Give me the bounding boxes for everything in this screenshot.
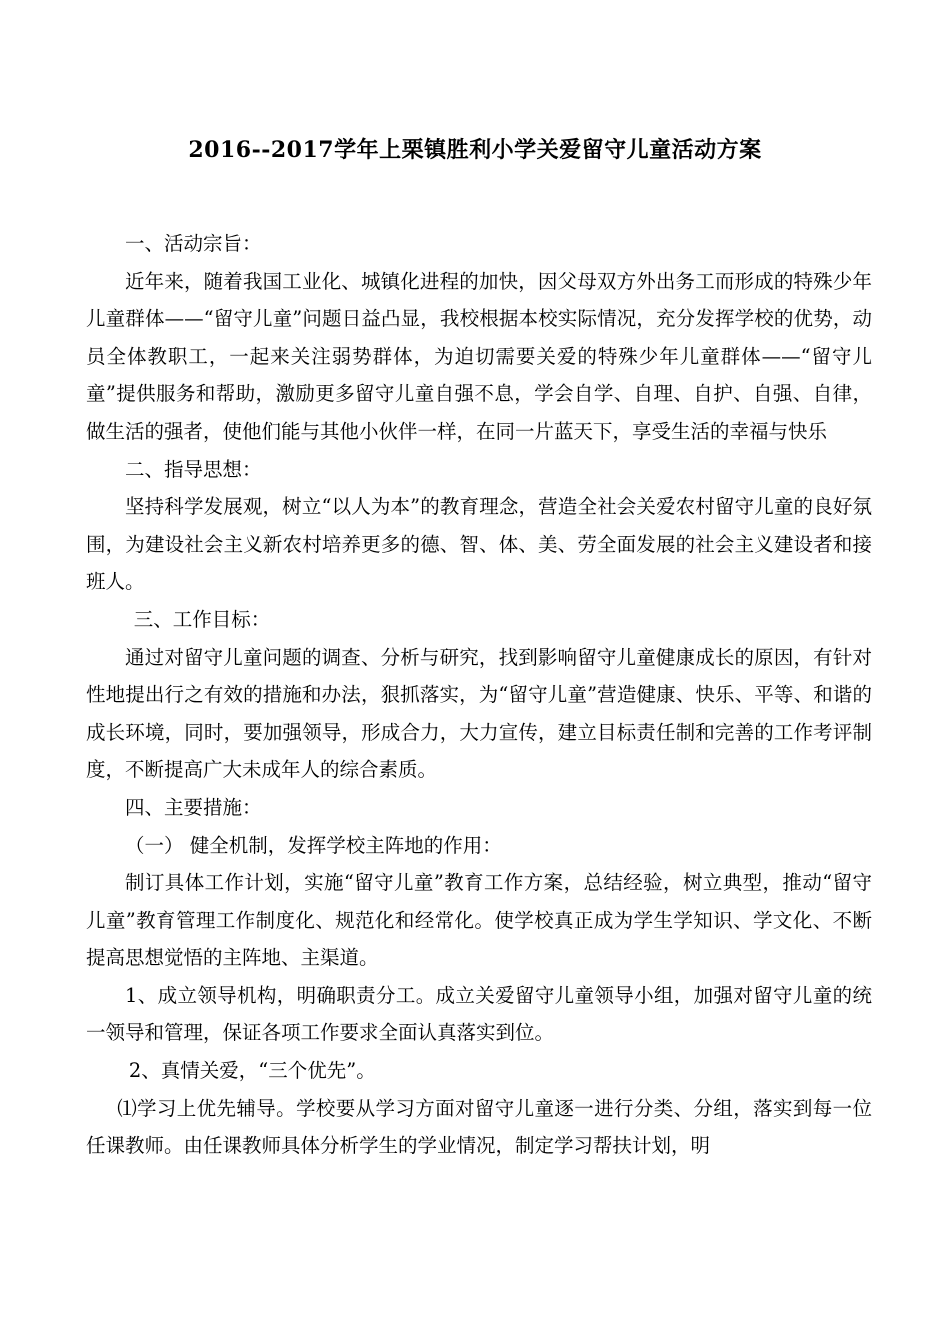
- section-heading-guiding-thought: 二、指导思想：: [125, 457, 262, 481]
- paragraph-purpose: 近年来，随着我国工业化、城镇化进程的加快，因父母双方外出务工而形成的特殊少年儿童群体——“留守儿童”问题日益凸显，我校根据本校实际情况，充分发挥学校的优势，动员全体教职工，一起来关注弱势群体，为迫切需要关爱的特殊少年儿童群体——“留守儿童”提供服务和帮助，激励更多留守儿童自强不息，学会自学、自理、自护、自强、自律，做生活的强者，使他们能与其他小伙伴一样，在同一片蓝天下，享受生活的幸福与快乐: [86, 269, 872, 443]
- section-heading-main-measures: 四、主要措施：: [125, 795, 262, 819]
- subsection-heading-mechanism: （一） 健全机制，发挥学校主阵地的作用：: [125, 833, 502, 857]
- paragraph-leadership: 1、成立领导机构，明确职责分工。成立关爱留守儿童领导小组，加强对留守儿童的统一领导和管理，保证各项工作要求全面认真落实到位。: [86, 983, 872, 1045]
- paragraph-work-goals: 通过对留守儿童问题的调查、分析与研究，找到影响留守儿童健康成长的原因，有针对性地提出行之有效的措施和办法，狠抓落实，为“留守儿童”营造健康、快乐、平等、和谐的成长环境，同时，要加强领导，形成合力，大力宣传，建立目标责任制和完善的工作考评制度，不断提高广大未成年人的综合素质。: [86, 645, 872, 782]
- document-body: [86, 225, 872, 1165]
- paragraph-mechanism: 制订具体工作计划，实施“留守儿童”教育工作方案，总结经验，树立典型，推动“留守儿童”教育管理工作制度化、规范化和经常化。使学校真正成为学生学知识、学文化、不断提高思想觉悟的主阵地、主渠道。: [86, 871, 872, 970]
- paragraph-guiding-thought: 坚持科学发展观，树立“以人为本”的教育理念，营造全社会关爱农村留守儿童的良好氛围，为建设社会主义新农村培养更多的德、智、体、美、劳全面发展的社会主义建设者和接班人。: [86, 495, 872, 594]
- section-heading-purpose: 一、活动宗旨：: [125, 232, 262, 255]
- document-title: 2016--2017学年上栗镇胜利小学关爱留守儿童活动方案: [188, 137, 762, 163]
- section-heading-work-goals: 三、工作目标：: [133, 607, 271, 631]
- paragraph-three-priorities: 2、真情关爱，“三个优先”。: [128, 1059, 376, 1083]
- paragraph-study-priority: ⑴学习上优先辅导。学校要从学习方面对留守儿童逐一进行分类、分组，落实到每一位任课教师。由任课教师具体分析学生的学业情况，制定学习帮扶计划，明: [86, 1096, 872, 1158]
